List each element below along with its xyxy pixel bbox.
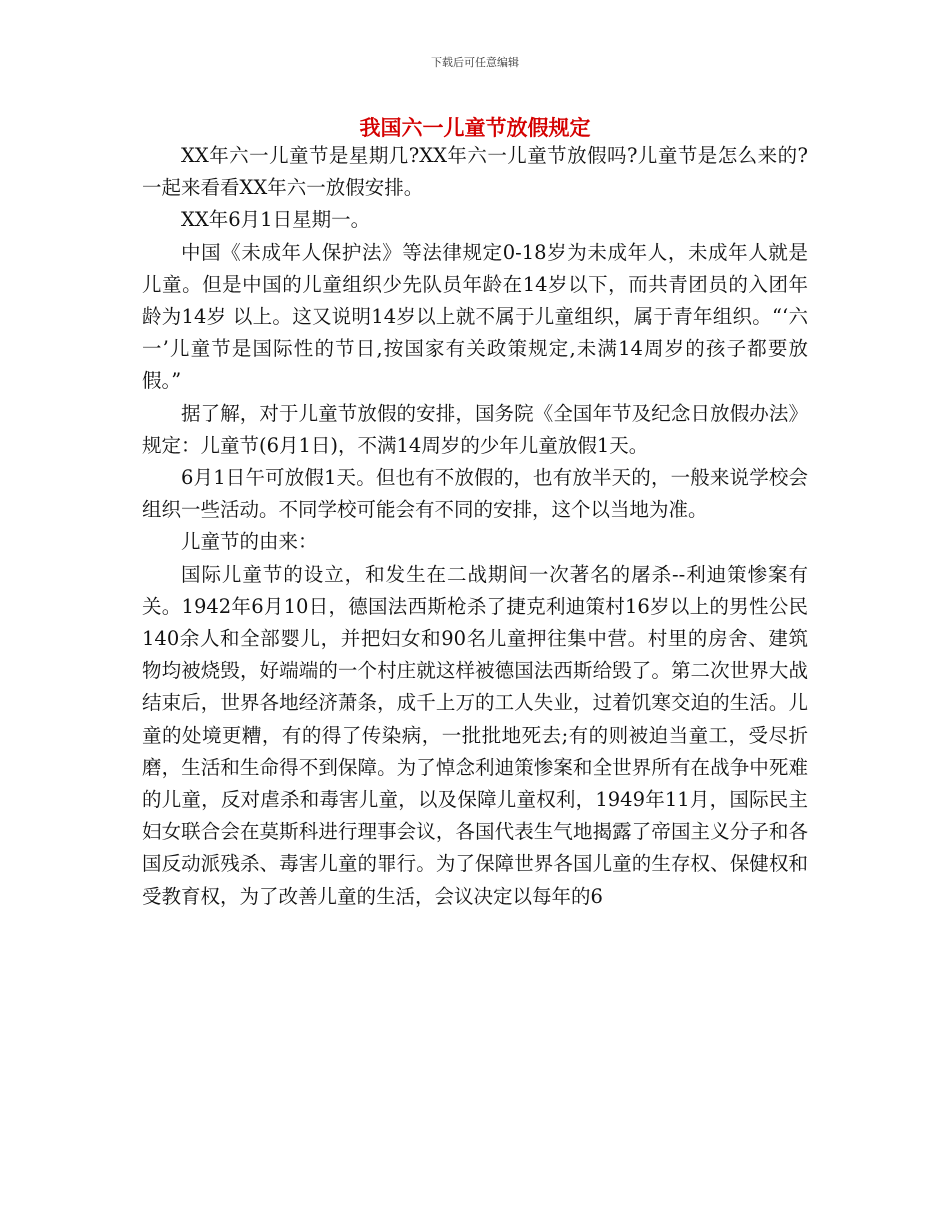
paragraph-arrangement: 6月1日午可放假1天。但也有不放假的，也有放半天的，一般来说学校会组织一些活动。不同学校可能会有不同的安排，这个以当地为准。 [142, 466, 808, 522]
paragraph-regulation: 据了解，对于儿童节放假的安排，国务院《全国年节及纪念日放假办法》规定：儿童节(6月1日)，不满14周岁的少年儿童放假1天。 [142, 401, 808, 457]
paragraph-date: XX年6月1日星期一。 [181, 208, 371, 232]
paragraph-law: 中国《未成年人保护法》等法律规定0-18岁为未成年人，未成年人就是儿童。但是中国的儿童组织少先队员年龄在14岁以下，而共青团员的入团年龄为14岁 以上。这又说明14岁以上就不属于儿童组织，属于青年组织。“‘六一’儿童节是国际性的节日,按国家有关政策规定,未满14周岁的孩子都要放假。” [142, 240, 808, 393]
paragraph-intro: XX年六一儿童节是星期几?XX年六一儿童节放假吗?儿童节是怎么来的?一起来看看XX年六一放假安排。 [142, 144, 808, 200]
header-note: 下载后可任意编辑 [431, 56, 519, 69]
document-body [142, 140, 808, 913]
document-title: 我国六一儿童节放假规定 [359, 116, 591, 140]
paragraph-origin-heading: 儿童节的由来： [181, 530, 318, 554]
paragraph-origin: 国际儿童节的设立，和发生在二战期间一次著名的屠杀--利迪策惨案有关。1942年6月10日，德国法西斯枪杀了捷克利迪策村16岁以上的男性公民140余人和全部婴儿，并把妇女和90名儿童押往集中营。村里的房舍、建筑物均被烧毁，好端端的一个村庄就这样被德国法西斯给毁了。第二次世界大战结束后，世界各地经济萧条，成千上万的工人失业，过着饥寒交迫的生活。儿童的处境更糟，有的得了传染病，一批批地死去;有的则被迫当童工，受尽折磨，生活和生命得不到保障。为了悼念利迪策惨案和全世界所有在战争中死难的儿童，反对虐杀和毒害儿童，以及保障儿童权利，1949年11月，国际民主妇女联合会在莫斯科进行理事会议，各国代表生气地揭露了帝国主义分子和各国反动派残杀、毒害儿童的罪行。为了保障世界各国儿童的生存权、保健权和受教育权，为了改善儿童的生活，会议决定以每年的6 [142, 562, 808, 908]
